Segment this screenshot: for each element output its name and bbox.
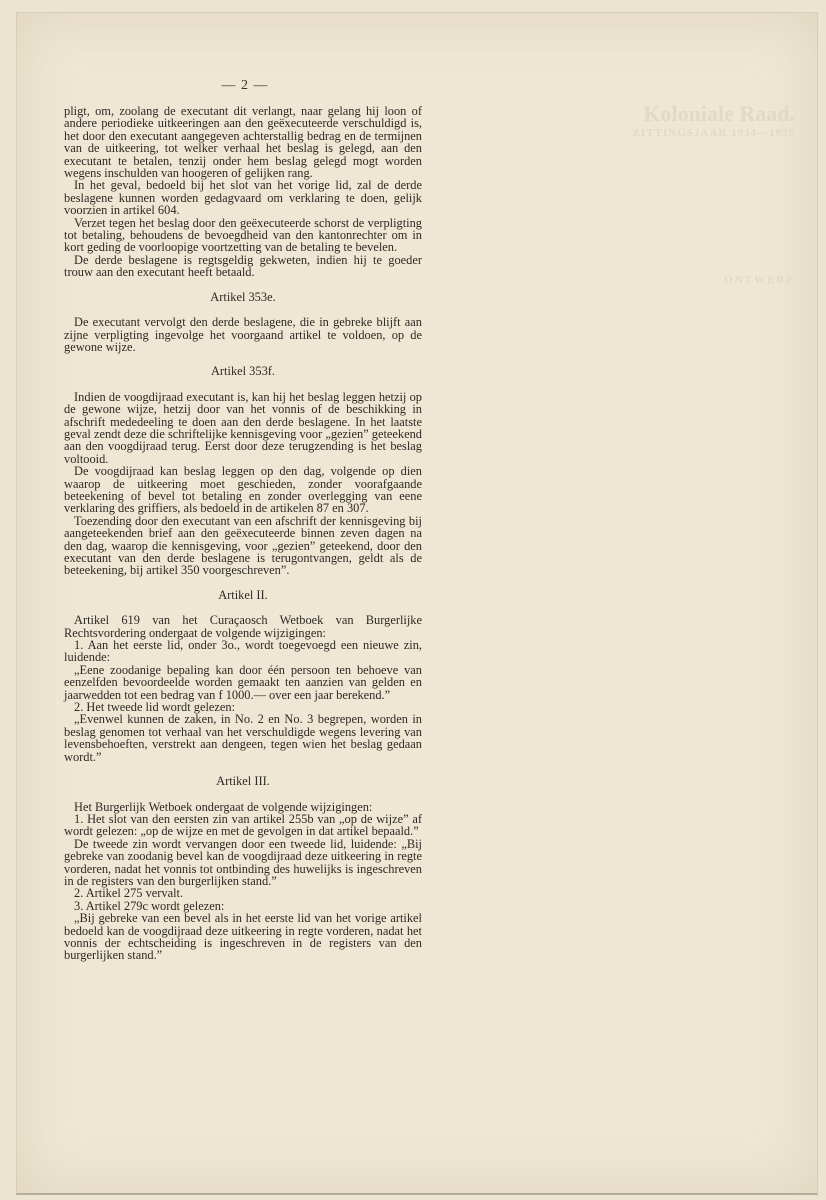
spacer	[64, 279, 422, 291]
paragraph: Het Burgerlijk Wetboek ondergaat de volgende wijzigingen:	[74, 799, 373, 814]
paragraph: De voogdijraad kan beslag leggen op den dag, volgende op dien waarop de uitkeering moet geschieden, zonder voorafgaande beteekening of bevel tot betaling en zonder overlegging van eene verklaring des griffiers, als bedoeld in de artikelen 87 en 307.	[64, 464, 422, 516]
article-heading: Artikel 353e.	[210, 289, 276, 304]
paragraph: De tweede zin wordt vervangen door een tweede lid, luidende: „Bij gebreke van zoodanig bevel kan de voogdijraad deze uitkeering in regte vorderen, nadat het vonnis tot ontbinding des huwelijks is ingeschreven in de registers van den burgerlijken stand.”	[64, 836, 422, 888]
show-through-heading: Koloniale Raad.	[643, 101, 795, 126]
spacer	[64, 788, 422, 801]
paragraph: pligt, om, zoolang de executant dit verlangt, naar gelang hij loon of andere periodieke uitkeeringen aan den geëxecuteerde verschuldigd is, het door den executant aangegeven achterstallig bedrag en de termijnen van de uitkeering, tot welker verhaal het beslag is gelegd, aan den executant te betalen, tenzij onder hem beslag gelegd mogt worden wegens inschulden van hoogeren of gelijken rang.	[64, 104, 422, 181]
paragraph: Indien de voogdijraad executant is, kan hij het beslag leggen hetzij op de gewone wijze, hetzij door van het vonnis of de beschikking in afschrift mededeeling te doen aan den derde beslagene. In het laatste geval zendt deze die schriftelijke kennisgeving voor „gezien” geteekend aan den voogdijraad terug. Eerst door deze terugzending is het beslag voltooid.	[64, 389, 422, 466]
article-heading: Artikel III.	[216, 774, 270, 789]
paragraph: Verzet tegen het beslag door den geëxecuteerde schorst de verpligting tot betaling, behoudens de bevoegdheid van den kantonrechter om in kort geding de voorloopige voortzetting van de betaling te bevelen.	[64, 215, 422, 255]
paragraph: In het geval, bedoeld bij het slot van het vorige lid, zal de derde beslagene kunnen worden gedagvaard om verklaring te doen, gelijk voorzien in artikel 604.	[64, 178, 422, 218]
paragraph: Toezending door den executant van een afschrift der kennisgeving bij aangeteekenden brief aan den geëxecuteerde binnen zeven dagen na den dag, waarop die kennisgeving, voor „gezien” geteekend, door den executant van den derde beslagene is terugontvangen, geldt als de beteekening, bij artikel 350 voorgeschreven”.	[64, 513, 422, 578]
paragraph: „Evenwel kunnen de zaken, in No. 2 en No. 3 begrepen, worden in beslag genomen tot verhaal van het verschuldigde wegens levering van levensbehoeften, verstrekt aan dengeen, tegen wien het beslag gedaan wordt.”	[64, 712, 422, 764]
paragraph: 1. Aan het eerste lid, onder 3o., wordt toegevoegd een nieuwe zin, luidende:	[64, 638, 422, 665]
paragraph: 3. Artikel 279c wordt gelezen:	[74, 898, 225, 913]
paragraph: 2. Het tweede lid wordt gelezen:	[74, 700, 236, 715]
article-heading: Artikel 353f.	[210, 364, 275, 379]
spacer	[64, 577, 422, 589]
text-column	[64, 105, 422, 962]
paragraph: De derde beslagene is regtsgeldig gekweten, indien hij te goeder trouw aan den executant heeft betaald.	[64, 252, 422, 280]
page-number: — 2 —	[221, 78, 269, 93]
show-through-label: ONTWERP	[724, 274, 795, 286]
paragraph: „Bij gebreke van een bevel als in het eerste lid van het vorige artikel bedoeld kan de voogdijraad deze uitkeering in regte vorderen, nadat het vonnis der echtscheiding is ingeschreven in de registers van den burgerlijken stand.”	[64, 911, 422, 963]
show-through-text	[595, 101, 795, 286]
paragraph: De executant vervolgt den derde beslagene, die in gebreke blijft aan zijne verpligting ingevolge het voorgaand artikel te voldoen, op de gewone wijze.	[64, 315, 422, 354]
spacer	[64, 378, 422, 391]
paragraph: „Eene zoodanige bepaling kan door één persoon ten behoeve van eenzelfden bevoordeelde worden gemaakt ten aanzien van gelden en jaarwedden tot een bedrag van f 1000.— over een jaar berekend.”	[64, 662, 422, 702]
show-through-subheading: ZITTINGSJAAR 1934—1935	[632, 127, 795, 139]
paragraph: 1. Het slot van den eersten zin van artikel 255b van „op de wijze” af wordt gelezen: „op de wijze en met de gevolgen in dat artikel bepaald.”	[64, 811, 422, 839]
article-heading: Artikel II.	[218, 587, 268, 602]
paragraph: Artikel 619 van het Curaçaosch Wetboek van Burgerlijke Rechtsvordering ondergaat de volgende wijzigingen:	[64, 613, 422, 640]
paragraph: 2. Artikel 275 vervalt.	[74, 886, 184, 901]
